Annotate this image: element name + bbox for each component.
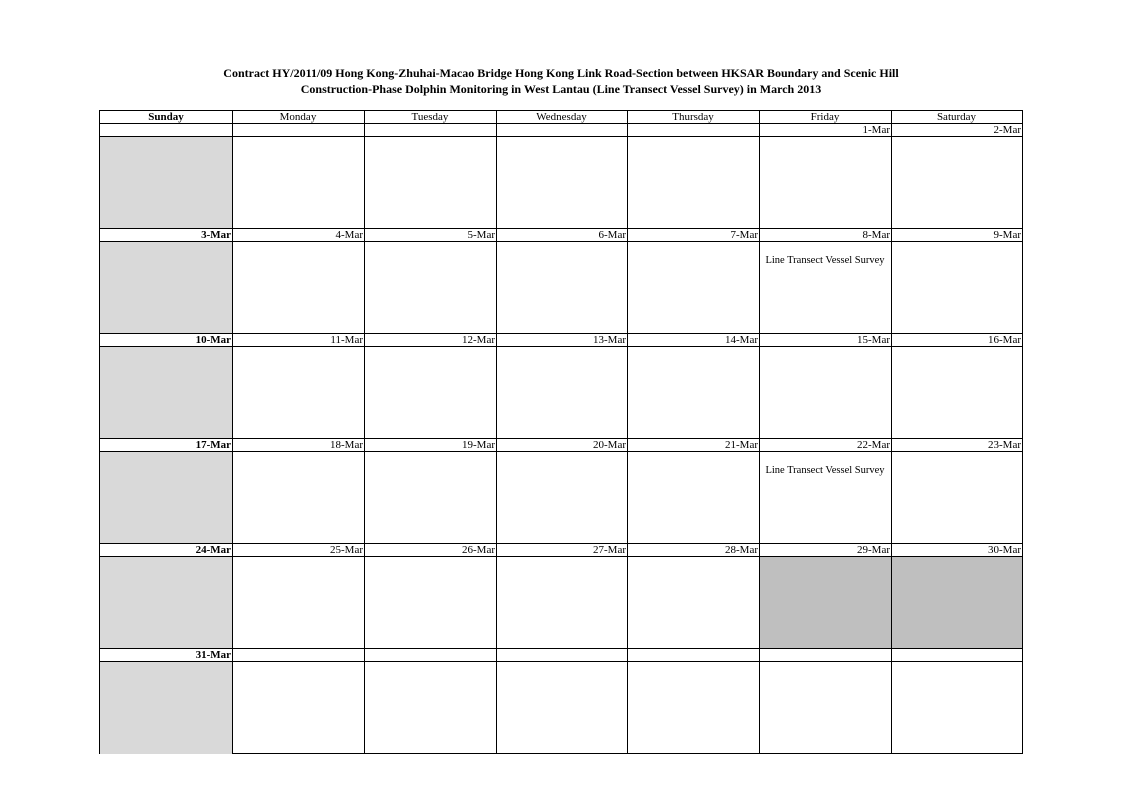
date-label bbox=[627, 649, 759, 661]
day-cell bbox=[100, 452, 232, 544]
date-label: 21-Mar bbox=[725, 439, 758, 451]
date-label: 18-Mar bbox=[330, 439, 363, 451]
date-label bbox=[496, 649, 627, 661]
day-cell bbox=[232, 347, 364, 439]
date-label: 31-Mar bbox=[195, 649, 231, 661]
date-label: 25-Mar bbox=[330, 544, 363, 556]
column-divider bbox=[364, 111, 365, 753]
date-label: 20-Mar bbox=[593, 439, 626, 451]
date-label: 2-Mar bbox=[993, 124, 1021, 136]
date-label: 9-Mar bbox=[993, 229, 1021, 241]
calendar-title-line1: Contract HY/2011/09 Hong Kong-Zhuhai-Macao Bridge Hong Kong Link Road-Section between HKSAR Boundary and Scenic Hill bbox=[223, 66, 899, 80]
day-cell bbox=[759, 137, 891, 229]
calendar-grid bbox=[99, 110, 1023, 754]
date-label: 23-Mar bbox=[988, 439, 1021, 451]
column-divider bbox=[759, 111, 760, 753]
date-label: 17-Mar bbox=[195, 439, 231, 451]
day-cell bbox=[891, 347, 1022, 439]
date-label: 7-Mar bbox=[730, 229, 758, 241]
column-divider bbox=[627, 111, 628, 753]
day-cell bbox=[496, 557, 627, 649]
date-label: 10-Mar bbox=[195, 334, 231, 346]
date-label: 27-Mar bbox=[593, 544, 626, 556]
day-cell bbox=[232, 662, 364, 754]
week-divider bbox=[100, 333, 1022, 334]
label-divider bbox=[100, 556, 1022, 557]
column-divider bbox=[496, 111, 497, 753]
day-cell bbox=[627, 137, 759, 229]
date-label: 13-Mar bbox=[593, 334, 626, 346]
date-label: 14-Mar bbox=[725, 334, 758, 346]
weekday-header-monday: Monday bbox=[232, 111, 364, 124]
label-divider bbox=[100, 241, 1022, 242]
day-cell bbox=[364, 452, 496, 544]
weekday-header-friday: Friday bbox=[759, 111, 891, 124]
day-cell bbox=[891, 242, 1022, 334]
date-label bbox=[496, 124, 627, 136]
date-label: 15-Mar bbox=[857, 334, 890, 346]
label-divider bbox=[100, 136, 1022, 137]
survey-event: Line Transect Vessel Survey bbox=[765, 465, 885, 476]
date-label: 6-Mar bbox=[598, 229, 626, 241]
date-label bbox=[100, 124, 232, 136]
column-divider bbox=[891, 111, 892, 753]
day-cell bbox=[364, 347, 496, 439]
date-label: 29-Mar bbox=[857, 544, 890, 556]
date-label bbox=[232, 649, 364, 661]
day-cell bbox=[232, 137, 364, 229]
weekday-header-sunday: Sunday bbox=[100, 111, 232, 124]
column-divider bbox=[232, 111, 233, 753]
label-divider bbox=[100, 451, 1022, 452]
day-cell bbox=[364, 242, 496, 334]
day-cell bbox=[759, 557, 891, 649]
date-label: 19-Mar bbox=[462, 439, 495, 451]
day-cell bbox=[232, 452, 364, 544]
day-cell bbox=[891, 557, 1022, 649]
day-cell bbox=[496, 137, 627, 229]
day-cell bbox=[627, 662, 759, 754]
weekday-header-tuesday: Tuesday bbox=[364, 111, 496, 124]
calendar-title-line2: Construction-Phase Dolphin Monitoring in West Lantau (Line Transect Vessel Survey) in March 2013 bbox=[300, 82, 822, 96]
date-label bbox=[364, 124, 496, 136]
date-label: 1-Mar bbox=[862, 124, 890, 136]
week-divider bbox=[100, 228, 1022, 229]
date-label bbox=[627, 124, 759, 136]
day-cell bbox=[759, 662, 891, 754]
date-label: 4-Mar bbox=[335, 229, 363, 241]
day-cell bbox=[232, 557, 364, 649]
day-cell bbox=[100, 242, 232, 334]
day-cell bbox=[496, 452, 627, 544]
day-cell bbox=[627, 347, 759, 439]
day-cell bbox=[364, 662, 496, 754]
survey-event: Line Transect Vessel Survey bbox=[765, 255, 885, 266]
date-label: 30-Mar bbox=[988, 544, 1021, 556]
day-cell bbox=[496, 662, 627, 754]
date-label: 5-Mar bbox=[467, 229, 495, 241]
label-divider bbox=[100, 346, 1022, 347]
day-cell bbox=[232, 242, 364, 334]
weekday-header-saturday: Saturday bbox=[891, 111, 1022, 124]
day-cell bbox=[627, 557, 759, 649]
date-label: 12-Mar bbox=[462, 334, 495, 346]
date-label: 16-Mar bbox=[988, 334, 1021, 346]
day-cell bbox=[100, 662, 232, 754]
label-divider bbox=[100, 661, 1022, 662]
weekday-header-wednesday: Wednesday bbox=[496, 111, 627, 124]
date-label: 24-Mar bbox=[195, 544, 231, 556]
day-cell bbox=[364, 557, 496, 649]
date-label: 3-Mar bbox=[201, 229, 231, 241]
week-divider bbox=[100, 438, 1022, 439]
day-cell bbox=[891, 452, 1022, 544]
day-cell bbox=[627, 452, 759, 544]
day-cell bbox=[100, 347, 232, 439]
week-divider bbox=[100, 543, 1022, 544]
date-label bbox=[232, 124, 364, 136]
week-divider bbox=[100, 648, 1022, 649]
day-cell bbox=[100, 137, 232, 229]
date-label bbox=[364, 649, 496, 661]
day-cell bbox=[496, 242, 627, 334]
date-label: 11-Mar bbox=[330, 334, 363, 346]
date-label: 26-Mar bbox=[462, 544, 495, 556]
date-label: 22-Mar bbox=[857, 439, 890, 451]
day-cell bbox=[759, 347, 891, 439]
date-label bbox=[759, 649, 891, 661]
day-cell bbox=[627, 242, 759, 334]
weekday-header-thursday: Thursday bbox=[627, 111, 759, 124]
day-cell bbox=[364, 137, 496, 229]
day-cell bbox=[496, 347, 627, 439]
date-label: 28-Mar bbox=[725, 544, 758, 556]
day-cell bbox=[100, 557, 232, 649]
day-cell bbox=[891, 137, 1022, 229]
day-cell bbox=[891, 662, 1022, 754]
date-label: 8-Mar bbox=[862, 229, 890, 241]
date-label bbox=[891, 649, 1022, 661]
